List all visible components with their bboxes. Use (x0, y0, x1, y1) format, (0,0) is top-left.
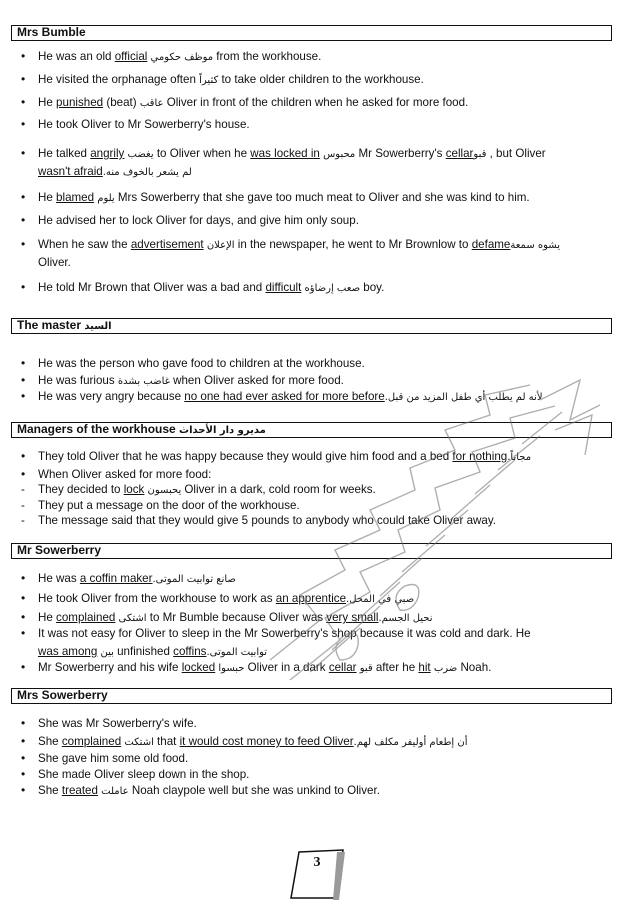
bullet-icon: • (21, 449, 26, 463)
underlined-term: lock (123, 483, 145, 496)
text-run: Oliver in front of the children when he asked for more food. (163, 96, 469, 109)
underlined-term: locked (181, 661, 216, 674)
underlined-term: complained (56, 611, 116, 624)
bullet-icon: • (21, 467, 26, 481)
bullet-icon: • (21, 767, 26, 781)
page-number: 3 (313, 855, 321, 870)
text-run: Oliver. (38, 256, 71, 269)
arabic-translation: موظف حكومي (147, 52, 217, 63)
bullet-icon: • (21, 716, 26, 730)
section-header-the-master (11, 318, 612, 334)
arabic-translation: ضرب (430, 663, 461, 674)
arabic-translation: يشوه سمعة (510, 240, 564, 251)
bullet-icon: • (21, 591, 26, 605)
text-run: He was an old (38, 50, 115, 63)
section-title: Mrs Sowerberry (17, 688, 108, 702)
text-run: He was the person who gave food to children at the workhouse. (38, 357, 365, 370)
underlined-term: was among (38, 645, 98, 658)
text-run: He (38, 611, 57, 624)
line-text (38, 498, 300, 513)
bullet-icon: • (21, 373, 26, 387)
line-text (38, 783, 380, 799)
underlined-term: complained (61, 735, 122, 748)
line-text (38, 610, 436, 626)
arabic-translation: بين (97, 647, 118, 658)
arabic-translation: حبسوا (215, 663, 248, 674)
text-run: When Oliver asked for more food: (38, 468, 212, 481)
section-title-arabic: مديرو دار الأحداث (179, 425, 266, 436)
underlined-term: official (114, 50, 148, 63)
text-run: They put a message on the door of the workhouse. (38, 499, 300, 512)
dash-marker: - (21, 483, 25, 496)
dash-marker: - (21, 499, 25, 512)
text-run: Mr Sowerberry's (358, 147, 446, 160)
text-run: Mrs Sowerberry that she gave too much meat to Oliver and she was kind to him. (117, 191, 530, 204)
underlined-term: was locked in (250, 147, 320, 160)
text-run: to Oliver when he (156, 147, 251, 160)
bullet-icon: • (21, 356, 26, 370)
line-text (38, 356, 365, 371)
bullet-icon: • (21, 660, 26, 674)
line-text (38, 389, 546, 405)
arabic-translation: يغضب (124, 149, 157, 160)
line-text (38, 716, 197, 731)
text-run: to take older children to the workhouse. (218, 73, 424, 86)
line-text (38, 734, 471, 750)
arabic-translation: أن إطعام أوليفر مكلف لهم. (353, 737, 471, 748)
text-run: He was (38, 572, 80, 585)
underlined-term: defame (471, 238, 511, 251)
arabic-translation: غاضب بشدة (117, 376, 170, 387)
section-title: Mrs Bumble (17, 25, 86, 39)
underlined-term: no one had ever asked for more before (184, 390, 385, 403)
text-run: She made Oliver sleep down in the shop. (38, 768, 250, 781)
line-text (38, 72, 424, 88)
text-run: He was furious (38, 374, 118, 387)
section-title: Mr Sowerberry (17, 543, 102, 557)
section-title: The master (17, 318, 82, 332)
dash-marker: - (21, 514, 25, 527)
line-text (38, 513, 496, 528)
line-text (38, 467, 211, 482)
text-run: He (38, 96, 57, 109)
underlined-term: angrily (90, 147, 125, 160)
line-text (38, 190, 530, 206)
underlined-term: advertisement (130, 238, 204, 251)
line-text (38, 571, 239, 587)
bullet-icon: • (21, 280, 26, 294)
arabic-translation: توابيت الموتى. (206, 647, 271, 658)
bullet-icon: • (21, 783, 26, 797)
bullet-icon: • (21, 626, 26, 640)
text-run: She (38, 735, 62, 748)
line-text (38, 373, 344, 389)
underlined-term: wasn't afraid (38, 165, 103, 178)
text-run: The message said that they would give 5 pounds to anybody who could take Oliver away. (38, 514, 497, 527)
text-run: He advised her to lock Oliver for days, and give him only soup. (38, 214, 359, 227)
line-text (38, 95, 468, 111)
text-run: He visited the orphanage often (38, 73, 200, 86)
text-run: He (38, 191, 57, 204)
text-run: unfinished (117, 645, 174, 658)
arabic-translation: اشتكت (121, 737, 158, 748)
underlined-term: very small (326, 611, 379, 624)
text-run: When he saw the (38, 238, 131, 251)
underlined-term: cellar (445, 147, 474, 160)
bullet-icon: • (21, 237, 26, 251)
text-run: They told Oliver that he was happy because they would give him food and a bed (38, 450, 453, 463)
bullet-icon: • (21, 734, 26, 748)
text-run: , but Oliver (489, 147, 546, 160)
bullet-icon: • (21, 117, 26, 131)
text-run: when Oliver asked for more food. (169, 374, 344, 387)
arabic-translation: لم يشعر بالخوف منه. (102, 167, 195, 178)
text-run: Oliver in a dark (247, 661, 329, 674)
arabic-translation: عاقب (139, 98, 164, 109)
arabic-translation: كثيراً (199, 75, 219, 86)
bullet-icon: • (21, 190, 26, 204)
bullet-icon: • (21, 610, 26, 624)
line-text (38, 164, 195, 180)
section-header-mrs-bumble (11, 25, 612, 41)
arabic-translation: محبوس (319, 149, 359, 160)
text-run: She (38, 784, 62, 797)
line-text (38, 280, 384, 296)
underlined-term: an apprentice (275, 592, 347, 605)
line-text (38, 482, 376, 498)
line-text (38, 660, 491, 676)
text-run: that (157, 735, 180, 748)
underlined-term: blamed (56, 191, 95, 204)
section-header-mr-sowerberry (11, 543, 612, 559)
line-text (38, 213, 359, 228)
line-text (38, 644, 270, 660)
text-run: in the newspaper, he went to Mr Brownlow to (237, 238, 472, 251)
line-text (38, 767, 249, 782)
arabic-translation: مجاناً. (507, 452, 535, 463)
text-run: Mr Sowerberry and his wife (38, 661, 182, 674)
arabic-translation: الإعلان (203, 240, 238, 251)
bullet-icon: • (21, 146, 26, 160)
text-run: after he (375, 661, 419, 674)
bullet-icon: • (21, 95, 26, 109)
arabic-translation: اشتكى (115, 613, 150, 624)
arabic-translation: قبو (356, 663, 376, 674)
text-run: He was very angry because (38, 390, 185, 403)
text-run: to Mr Bumble because Oliver was (149, 611, 327, 624)
line-text (38, 237, 563, 253)
arabic-translation: نحيل الجسم. (378, 613, 436, 624)
line-text (38, 49, 321, 65)
line-text (38, 591, 417, 607)
line-text (38, 255, 71, 270)
underlined-term: for nothing (452, 450, 508, 463)
underlined-term: punished (56, 96, 104, 109)
text-run: from the workhouse. (216, 50, 322, 63)
section-header-managers (11, 422, 612, 438)
arabic-translation: عاملت (97, 786, 132, 797)
underlined-term: coffins (173, 645, 207, 658)
text-run: Noah claypole well but she was unkind to Oliver. (131, 784, 380, 797)
bullet-icon: • (21, 49, 26, 63)
arabic-translation: يحبسون (144, 485, 185, 496)
underlined-term: difficult (265, 281, 302, 294)
line-text (38, 449, 534, 465)
line-text (38, 751, 188, 766)
text-run: She gave him some old food. (38, 752, 189, 765)
text-run: (beat) (103, 96, 140, 109)
text-run: boy. (363, 281, 385, 294)
section-title-arabic: السيد (84, 321, 112, 332)
arabic-translation: صبي في المحل. (346, 594, 418, 605)
text-run: He took Oliver to Mr Sowerberry's house. (38, 118, 250, 131)
line-text (38, 146, 546, 162)
underlined-term: cellar (328, 661, 357, 674)
text-run: They decided to (38, 483, 124, 496)
text-run: He took Oliver from the workhouse to work as (38, 592, 276, 605)
bullet-icon: • (21, 389, 26, 403)
text-run: She was Mr Sowerberry's wife. (38, 717, 197, 730)
underlined-term: it would cost money to feed Oliver (179, 735, 354, 748)
text-run: He talked (38, 147, 91, 160)
bullet-icon: • (21, 571, 26, 585)
underlined-term: hit (418, 661, 431, 674)
bullet-icon: • (21, 213, 26, 227)
bullet-icon: • (21, 72, 26, 86)
arabic-translation: لأنه لم يطلب أي طفل المزيد من قبل. (384, 392, 546, 403)
section-header-mrs-sowerberry (11, 688, 612, 704)
arabic-translation: صانع توابيت الموتى. (152, 574, 240, 585)
arabic-translation: صعب إرضاؤه (301, 283, 364, 294)
arabic-translation: يلوم (94, 193, 118, 204)
text-run: He told Mr Brown that Oliver was a bad and (38, 281, 266, 294)
line-text (38, 117, 250, 132)
line-text (38, 626, 531, 641)
arabic-translation: قبو (473, 149, 490, 160)
bullet-icon: • (21, 751, 26, 765)
underlined-term: a coffin maker (79, 572, 153, 585)
section-title: Managers of the workhouse (17, 422, 176, 436)
text-run: Oliver in a dark, cold room for weeks. (184, 483, 376, 496)
text-run: Noah. (460, 661, 492, 674)
text-run: It was not easy for Oliver to sleep in the Mr Sowerberry's shop because it was cold and dark. He (38, 627, 531, 640)
underlined-term: treated (61, 784, 98, 797)
